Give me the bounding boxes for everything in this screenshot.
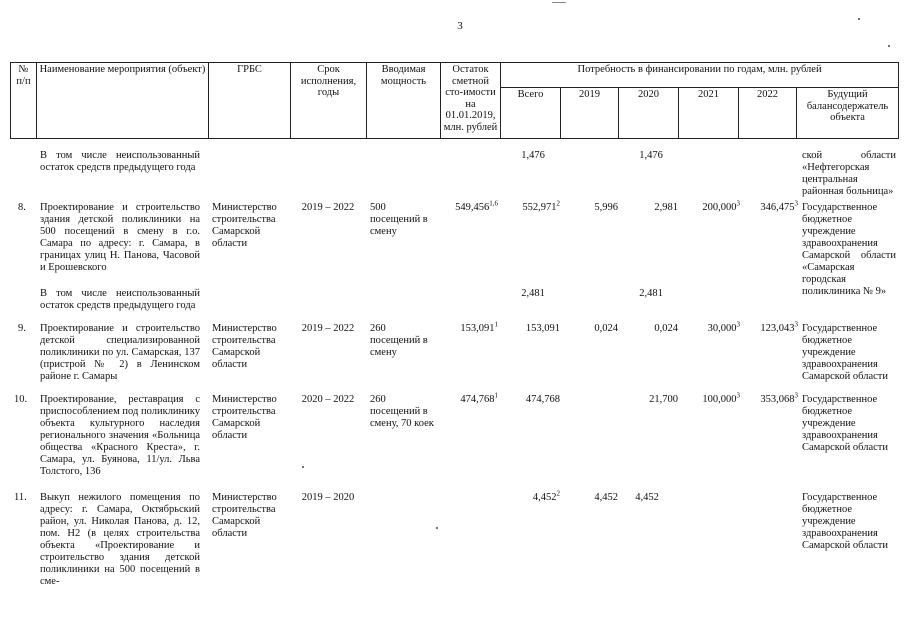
row8-2022: 346,475$^3$	[760, 199, 798, 213]
cont-total: 1,476	[521, 150, 545, 161]
header-name: Наименование мероприятия (объект)	[37, 63, 209, 139]
header-2020: 2020	[619, 88, 679, 139]
row11-num: 11.	[14, 492, 27, 503]
row8-2020: 2,981	[654, 202, 678, 213]
cont-2020: 1,476	[639, 150, 663, 161]
header-grbs: ГРБС	[209, 63, 291, 139]
header-num: № п/п	[11, 63, 37, 139]
row10-2021: 100,000$^3$	[702, 391, 740, 405]
row10-holder: Государственное бюджетное учреждение здравоохранения Самарской области	[802, 394, 888, 453]
top-dash-mark	[552, 2, 566, 3]
row8-sub-name: В том числе неиспользованный остаток средств предыдущего года	[40, 288, 200, 311]
cont-holder: ской области «Нефтегорская центральная районная больница»	[802, 150, 896, 197]
row9-2021: 30,000$^3$	[707, 320, 740, 334]
row8-term: 2019 – 2022	[301, 202, 355, 213]
scan-speck	[858, 18, 860, 20]
header-capacity: Вводимая мощность	[367, 63, 441, 139]
table-header	[10, 62, 899, 139]
row8-name: Проектирование и строительство здания детской поликлиники на 500 посещений в смену в г.о. Самара по адресу: г. Самара, в границах улиц Н. Панова, Часовой и Ерошевского	[40, 202, 200, 273]
row8-sub-2020: 2,481	[639, 288, 663, 299]
header-holder: Будущий балансодержатель объекта	[797, 88, 899, 139]
row11-term: 2019 – 2020	[301, 492, 355, 503]
header-term: Срок исполнения, годы	[291, 63, 367, 139]
header-need-group: Потребность в финансировании по годам, млн. рублей	[501, 63, 899, 88]
row9-num: 9.	[18, 323, 26, 334]
row9-name: Проектирование и строительство детской специализированной поликлиники по ул. Самарская, 137 (пристрой № 2) в Ленинском районе г. Самары	[40, 323, 200, 382]
row10-name: Проектирование, реставрация с приспособлением под поликлинику объекта культурного наследия регионального значения «Больница общества «Красного Креста», г. Самара, ул. Буянова, 11/ул. Льва Толстого, 136	[40, 394, 200, 477]
scan-speck	[888, 45, 890, 47]
row11-total: 4,452$^2$	[532, 489, 560, 503]
row9-2022: 123,043$^3$	[760, 320, 798, 334]
row9-2019: 0,024	[594, 323, 618, 334]
row11-2019: 4,452	[594, 492, 618, 503]
row8-grbs: Министерство строительства Самарской области	[212, 202, 277, 249]
page-number: 3	[457, 20, 463, 32]
header-2022: 2022	[739, 88, 797, 139]
row9-term: 2019 – 2022	[301, 323, 355, 334]
row8-remainder: 549,456$^{1,6}$	[455, 199, 498, 213]
row10-grbs: Министерство строительства Самарской области	[212, 394, 277, 441]
row8-total: 552,971$^2$	[522, 199, 560, 213]
row8-sub-total: 2,481	[521, 288, 545, 299]
row10-2020: 21,700	[649, 394, 678, 405]
row8-holder: Государственное бюджетное учреждение здравоохранения Самарской области «Самарская городская поликлиника № 9»	[802, 202, 896, 297]
row11-holder: Государственное бюджетное учреждение здравоохранения Самарской области	[802, 492, 888, 551]
row10-remainder: 474,768$^1$	[460, 391, 498, 405]
row9-total: 153,091	[525, 323, 560, 334]
row10-total: 474,768	[525, 394, 560, 405]
row11-grbs: Министерство строительства Самарской области	[212, 492, 277, 539]
header-remainder: Остаток сметной сто-имости на 01.01.2019, млн. рублей	[441, 63, 501, 139]
table-body	[10, 137, 898, 637]
row9-2020: 0,024	[654, 323, 678, 334]
row9-holder: Государственное бюджетное учреждение здравоохранения Самарской области	[802, 323, 888, 382]
row10-term: 2020 – 2022	[301, 394, 355, 405]
header-total: Всего	[501, 88, 561, 139]
row10-2022: 353,068$^3$	[760, 391, 798, 405]
row8-capacity: 500 посещений в смену	[370, 202, 428, 237]
row11-2020: 4,452	[635, 492, 659, 503]
row9-grbs: Министерство строительства Самарской области	[212, 323, 277, 370]
row11-name: Выкуп нежилого помещения по адресу: г. Самара, Октябрьский район, ул. Николая Панова, д. 12, пом. Н2 (в целях строительства объекта «Проектирование и строительство здания детской поликлиники на 500 посещений в сме-	[40, 492, 200, 587]
header-2019: 2019	[561, 88, 619, 139]
row8-num: 8.	[18, 202, 26, 213]
row8-2019: 5,996	[594, 202, 618, 213]
header-2021: 2021	[679, 88, 739, 139]
row10-num: 10.	[14, 394, 28, 405]
row8-2021: 200,000$^3$	[702, 199, 740, 213]
cont-name: В том числе неиспользованный остаток средств предыдущего года	[40, 150, 200, 173]
row9-capacity: 260 посещений в смену	[370, 323, 428, 358]
row10-capacity: 260 посещений в смену, 70 коек	[370, 394, 434, 429]
row9-remainder: 153,091$^1$	[460, 320, 498, 334]
